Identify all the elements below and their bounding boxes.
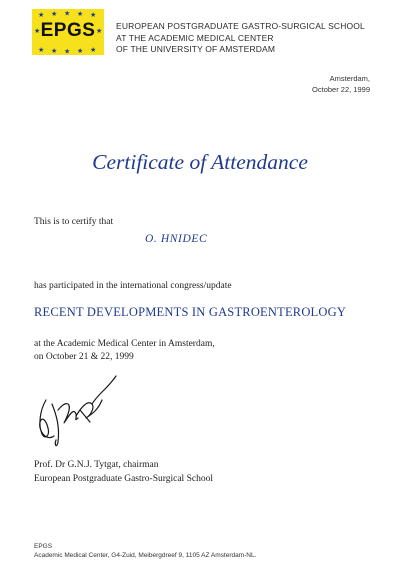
svg-text:★: ★: [77, 10, 84, 18]
svg-text:★: ★: [96, 27, 103, 35]
location-line-1: at the Academic Medical Center in Amsterdam,: [34, 339, 215, 349]
school-line-3: OF THE UNIVERSITY OF AMSTERDAM: [116, 44, 276, 54]
svg-text:★: ★: [77, 47, 84, 55]
svg-text:★: ★: [34, 27, 41, 35]
epgs-logo: [32, 9, 104, 55]
place: Amsterdam,: [329, 74, 370, 83]
school-line-2: AT THE ACADEMIC MEDICAL CENTER: [116, 32, 274, 43]
school-line-1: EUROPEAN POSTGRADUATE GASTRO-SURGICAL SCHOOL: [116, 21, 365, 31]
participated-text: has participated in the international congress/update: [34, 281, 232, 291]
course-title: RECENT DEVELOPMENTS IN GASTROENTEROLOGY: [34, 305, 347, 319]
svg-text:★: ★: [90, 46, 97, 54]
certificate-title: Certificate of Attendance: [92, 150, 308, 174]
svg-text:★: ★: [38, 46, 45, 54]
issue-date: October 22, 1999: [312, 85, 370, 94]
logo-text: EPGS: [40, 20, 96, 41]
svg-text:★: ★: [38, 11, 45, 19]
signatory-name: Prof. Dr G.N.J. Tytgat, chairman: [34, 460, 159, 470]
svg-text:★: ★: [51, 10, 58, 18]
location-line-2: on October 21 & 22, 1999: [34, 352, 134, 362]
svg-text:★: ★: [64, 47, 71, 55]
svg-text:★: ★: [90, 11, 97, 19]
place-and-date: [312, 73, 370, 95]
svg-text:★: ★: [51, 47, 58, 55]
certify-text: This is to certify that: [34, 217, 114, 227]
footer: [34, 543, 256, 560]
school-name: [116, 21, 396, 56]
svg-text:★: ★: [64, 9, 71, 18]
footer-org: EPGS: [34, 543, 53, 550]
signature-image: [32, 370, 122, 452]
footer-address: Academic Medical Center, G4-Zuid, Meibergdreef 9, 1105 AZ Amsterdam-NL.: [34, 551, 257, 559]
recipient-name: O. HNIDEC: [145, 233, 208, 245]
signatory-organization: European Postgraduate Gastro-Surgical School: [34, 474, 213, 484]
